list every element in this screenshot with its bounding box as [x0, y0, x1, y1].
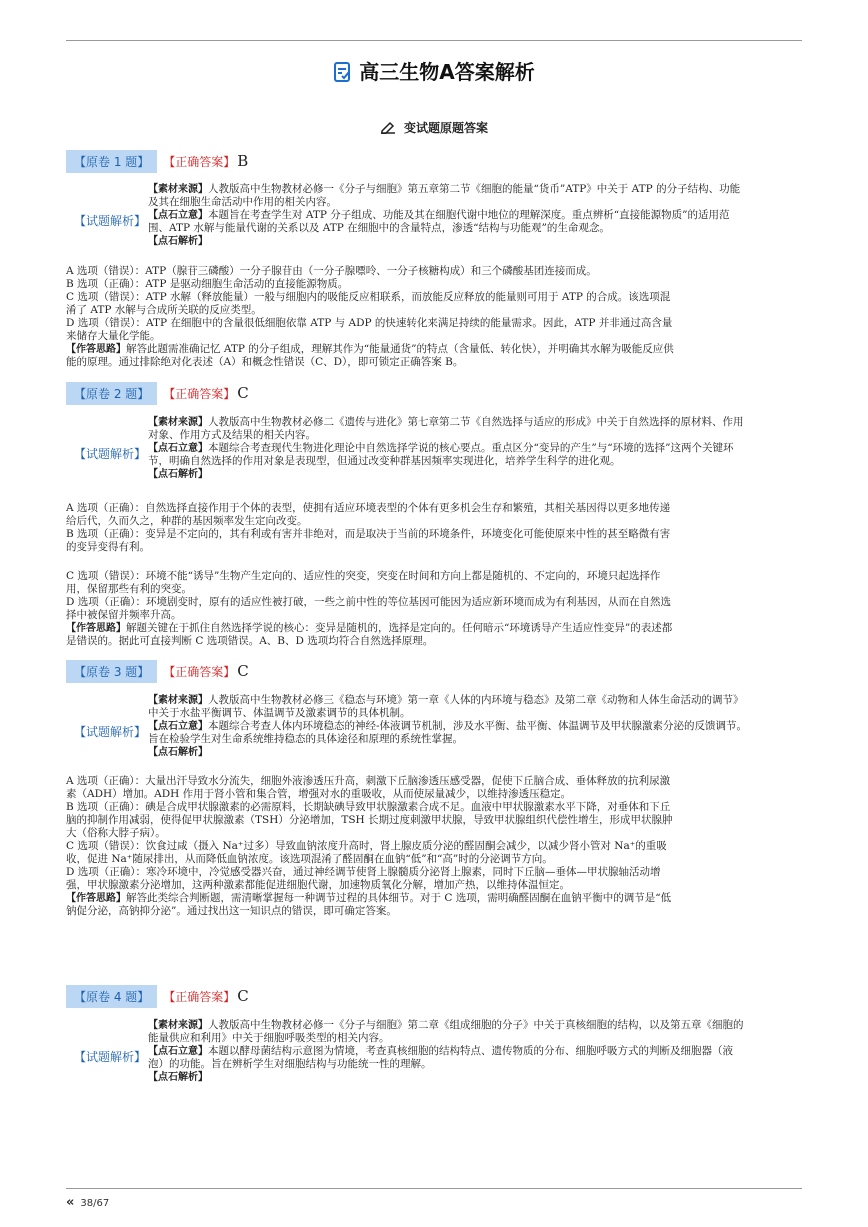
analysis-label: 【试题解析】: [74, 447, 147, 461]
header-rule: [66, 40, 802, 41]
pen-icon: [380, 120, 396, 137]
question-header-2: [66, 382, 249, 404]
options-1: A 选项（错误）：ATP（腺苷三磷酸）一分子腺苷由（一分子腺嘌呤、一分子核糖构成）和三个磷酸基团连接而成。 B 选项（正确）：ATP 是驱动细胞生命活动的直接能源物质。 C 选项（错误）：ATP 水解（释放能量）一般与细胞内的吸能反应相联系，而放能反应释放的能量则可用于 ATP 的合成。该选项混淆了 ATP 水解与合成所关联的反应类型。 D 选项（错误）：ATP 在细胞中的含量很低细胞依靠 ATP 与 ADP 的快速转化来满足持续的能量需求。因此，ATP 并非通过高含量来储存大量化学能。 【作答思路】解答此题需准确记忆 ATP 的分子组成，理解其作为“能量通货”的特点（含量低、转化快），并明确其水解为吸能反应供能的原理。通过排除绝对化表述（A）和概念性错误（C、D），即可锁定正确答案 B。: [66, 265, 674, 368]
page-footer: [66, 1195, 109, 1210]
question-label: 【原卷 2 题】: [66, 382, 157, 405]
subtitle-text: 变试题原题答案: [403, 121, 488, 135]
answer-value: C: [237, 384, 249, 402]
analysis-block-1: 【素材来源】人教版高中生物教材必修一《分子与细胞》第五章第二节《细胞的能量“货币”ATP》中关于 ATP 的分子结构、功能及其在细胞生命活动中作用的相关内容。 【点石立意】本题旨在考查学生对 ATP 分子组成、功能及其在细胞代谢中地位的理解深度。重点辨析“直接能源物质”的适用范围、ATP 水解与能量代谢的关系以及 ATP 在细胞中的含量特点，渗透“结构与功能观”的生命观念。 【点石解析】: [148, 183, 741, 247]
analysis-block-3: 【素材来源】人教版高中生物教材必修三《稳态与环境》第一章《人体的内环境与稳态》及第二章《动物和人体生命活动的调节》中关于水盐平衡调节、体温调节及激素调节的具体机制。 【点石立意】本题综合考查人体内环境稳态的神经-体液调节机制，涉及水平衡、盐平衡、体温调节及甲状腺激素分泌的反馈调节。旨在检验学生对生命系统维持稳态的具体途径和原理的系统性掌握。 【点石解析】: [148, 694, 748, 758]
checklist-icon: [333, 61, 353, 88]
title-text: 高三生物A答案解析: [359, 60, 535, 84]
analysis-block-4: 【素材来源】人教版高中生物教材必修一《分子与细胞》第二章《组成细胞的分子》中关于真核细胞的结构，以及第五章《细胞的能量供应和利用》中关于细胞呼吸类型的相关内容。 【点石立意】本题以酵母菌结构示意图为情境，考查真核细胞的结构特点、遗传物质的分布、细胞呼吸方式的判断及细胞器（液泡）的功能。旨在辨析学生对细胞结构与功能统一性的理解。 【点石解析】: [148, 1019, 744, 1083]
page-title: [0, 56, 868, 88]
question-label: 【原卷 1 题】: [66, 150, 157, 173]
answer-value: B: [237, 152, 249, 170]
question-header-4: [66, 985, 249, 1007]
analysis-label: 【试题解析】: [74, 214, 147, 228]
options-3: A 选项（正确）：大量出汗导致水分流失，细胞外液渗透压升高，刺激下丘脑渗透压感受器，促使下丘脑合成、垂体释放的抗利尿激素（ADH）增加。ADH 作用于肾小管和集合管，增强对水的重吸收，从而使尿量减少，以维持渗透压稳定。 B 选项（正确）：碘是合成甲状腺激素的必需原料，长期缺碘导致甲状腺激素合成不足。血液中甲状腺激素水平下降，对垂体和下丘脑的抑制作用减弱，使得促甲状腺激素（TSH）分泌增加，TSH 长期过度刺激甲状腺，导致甲状腺组织代偿性增生，形成甲状腺肿大（俗称大脖子病）。 C 选项（错误）：饮食过咸（摄入 Na⁺过多）导致血钠浓度升高时，肾上腺皮质分泌的醛固酮会减少，以减少肾小管对 Na⁺的重吸收，促进 Na⁺随尿排出，从而降低血钠浓度。该选项混淆了醛固酮在血钠“低”和“高”时的分泌调节方向。 D 选项（正确）：寒冷环境中，冷觉感受器兴奋，通过神经调节使肾上腺髓质分泌肾上腺素，同时下丘脑—垂体—甲状腺轴活动增强，甲状腺激素分泌增加，这两种激素都能促进细胞代谢，加速物质氧化分解，增加产热，以维持体温恒定。 【作答思路】解答此类综合判断题，需清晰掌握每一种调节过程的具体细节。对于 C 选项，需明确醛固酮在血钠平衡中的调节是“低钠促分泌，高钠抑分泌”。通过找出这一知识点的错误，即可确定答案。: [66, 775, 673, 917]
question-header-1: [66, 150, 248, 172]
options-2a: A 选项（正确）：自然选择直接作用于个体的表型，使拥有适应环境表型的个体有更多机会生存和繁殖，其相关基因得以更多地传递给后代，久而久之，种群的基因频率发生定向改变。 B 选项（正确）：变异是不定向的，其有利或有害并非绝对，而是取决于当前的环境条件，环境变化可能使原来中性的甚至略微有害的变异变得有利。: [66, 502, 671, 553]
analysis-label: 【试题解析】: [74, 1050, 147, 1064]
question-label: 【原卷 4 题】: [66, 985, 157, 1008]
section-subtitle: [0, 119, 868, 137]
analysis-block-2: 【素材来源】人教版高中生物教材必修二《遗传与进化》第七章第二节《自然选择与适应的形成》中关于自然选择的原材料、作用对象、作用方式及结果的相关内容。 【点石立意】本题综合考查现代生物进化理论中自然选择学说的核心要点。重点区分“变异的产生”与“环境的选择”这两个关键环节，明确自然选择的作用对象是表现型，但通过改变种群基因频率实现进化，培养学生科学的进化观。 【点石解析】: [148, 416, 744, 480]
footer-rule: [66, 1188, 802, 1189]
answer-label: 【正确答案】: [163, 386, 236, 401]
answer-value: C: [237, 987, 249, 1005]
double-chevron-left-icon: «: [66, 1195, 75, 1210]
answer-label: 【正确答案】: [163, 154, 236, 169]
page-number: 38/67: [80, 1198, 110, 1209]
analysis-label: 【试题解析】: [74, 725, 147, 739]
question-label: 【原卷 3 题】: [66, 660, 157, 683]
answer-label: 【正确答案】: [163, 989, 236, 1004]
options-2b: C 选项（错误）：环境不能“诱导”生物产生定向的、适应性的突变，突变在时间和方向上都是随机的、不定向的，环境只起选择作用，保留那些有利的突变。 D 选项（正确）：环境剧变时，原有的适应性被打破，一些之前中性的等位基因可能因为适应新环境而成为有利基因，从而在自然选择中被保留并频率升高。 【作答思路】解题关键在于抓住自然选择学说的核心：变异是随机的，选择是定向的。任何暗示“环境诱导产生适应性变异”的表述都是错误的。据此可直接判断 C 选项错误。A、B、D 选项均符合自然选择原理。: [66, 570, 673, 647]
answer-value: C: [237, 662, 249, 680]
question-header-3: [66, 660, 249, 682]
answer-label: 【正确答案】: [163, 664, 236, 679]
